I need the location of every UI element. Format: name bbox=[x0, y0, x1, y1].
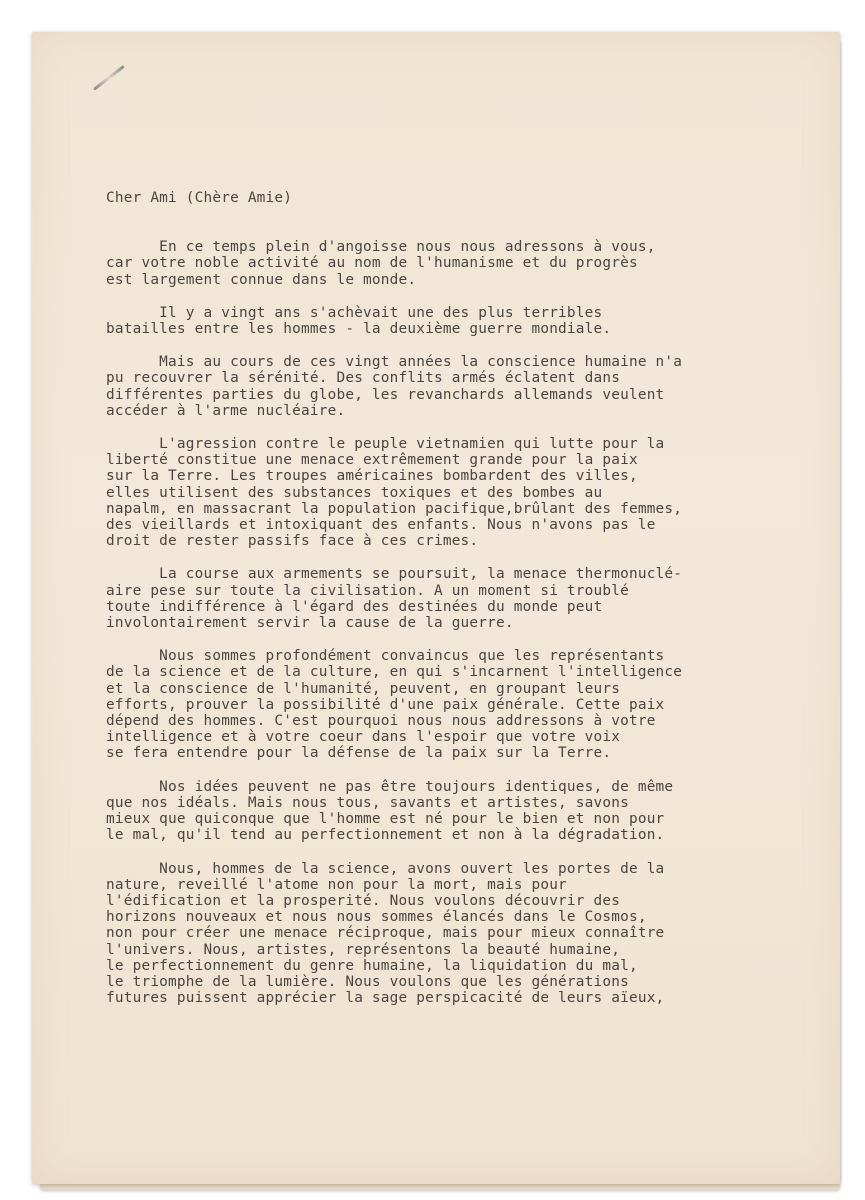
text-line: liberté constitue une menace extrêmement grande pour la paix bbox=[106, 452, 638, 469]
text-line: dépend des hommes. C'est pourquoi nous nous addressons à votre bbox=[106, 713, 656, 730]
paragraph-5 bbox=[106, 566, 766, 631]
text-line: et la conscience de l'humanité, peuvent, en groupant leurs bbox=[106, 680, 621, 697]
text-line: En ce temps plein d'angoisse nous nous adressons à vous, bbox=[106, 239, 656, 256]
letter-greeting: Cher Ami (Chère Amie) bbox=[106, 190, 293, 206]
text-line: involontairement servir la cause de la guerre. bbox=[106, 615, 514, 632]
text-line: différentes parties du globe, les revanchards allemands veulent bbox=[106, 386, 665, 403]
paragraph-4 bbox=[106, 436, 766, 549]
text-line: batailles entre les hommes - la deuxième guerre mondiale. bbox=[106, 321, 612, 338]
text-line: aire pese sur toute la civilisation. A un moment si troublé bbox=[106, 582, 629, 599]
text-line: le mal, qu'il tend au perfectionnement et non à la dégradation. bbox=[106, 827, 665, 844]
text-line: droit de rester passifs face à ces crimes. bbox=[106, 533, 479, 550]
text-line: futures puissent apprécier la sage perspicacité de leurs aïeux, bbox=[106, 990, 665, 1007]
text-line: intelligence et à votre coeur dans l'espoir que votre voix bbox=[106, 729, 621, 746]
text-line: sur la Terre. Les troupes américaines bombardent des villes, bbox=[106, 468, 638, 485]
text-line: Nous, hommes de la science, avons ouvert les portes de la bbox=[106, 860, 665, 877]
text-line: l'univers. Nous, artistes, représentons la beauté humaine, bbox=[106, 941, 621, 958]
text-line: Nous sommes profondément convaincus que les représentants bbox=[106, 648, 665, 665]
text-line: efforts, prouver la possibilité d'une paix générale. Cette paix bbox=[106, 696, 665, 713]
text-line: Il y a vingt ans s'achèvait une des plus terribles bbox=[106, 304, 603, 321]
text-line: horizons nouveaux et nous nous sommes élancés dans le Cosmos, bbox=[106, 909, 647, 926]
paragraph-3 bbox=[106, 354, 766, 419]
paragraph-8 bbox=[106, 861, 766, 1007]
text-line: car votre noble activité au nom de l'humanisme et du progrès bbox=[106, 255, 638, 272]
text-line: Nos idées peuvent ne pas être toujours identiques, de même bbox=[106, 778, 674, 795]
text-line: nature, reveillé l'atome non pour la mort, mais pour bbox=[106, 876, 567, 893]
letter-body bbox=[106, 190, 766, 1023]
text-line: se fera entendre pour la défense de la paix sur la Terre. bbox=[106, 745, 612, 762]
text-line: Mais au cours de ces vingt années la conscience humaine n'a bbox=[106, 354, 683, 371]
text-line: le perfectionnement du genre humaine, la liquidation du mal, bbox=[106, 957, 638, 974]
text-line: le triomphe de la lumière. Nous voulons que les générations bbox=[106, 973, 629, 990]
text-line: La course aux armements se poursuit, la menace thermonuclé- bbox=[106, 566, 683, 583]
paragraph-2 bbox=[106, 305, 766, 337]
text-line: L'agression contre le peuple vietnamien qui lutte pour la bbox=[106, 436, 665, 453]
text-line: de la science et de la culture, en qui s'incarnent l'intelligence bbox=[106, 664, 683, 681]
text-line: que nos idéals. Mais nous tous, savants et artistes, savons bbox=[106, 794, 629, 811]
text-line: mieux que quiconque que l'homme est né pour le bien et non pour bbox=[106, 811, 665, 828]
text-line: napalm, en massacrant la population pacifique,brûlant des femmes, bbox=[106, 500, 683, 517]
text-line: toute indifférence à l'égard des destinées du monde peut bbox=[106, 598, 603, 615]
text-line: pu recouvrer la sérénité. Des conflits armés éclatent dans bbox=[106, 370, 621, 387]
text-line: l'édification et la prosperité. Nous voulons découvrir des bbox=[106, 892, 621, 909]
paragraph-6 bbox=[106, 648, 766, 761]
text-line: elles utilisent des substances toxiques et des bombes au bbox=[106, 484, 603, 501]
text-line: non pour créer une menace réciproque, mais pour mieux connaître bbox=[106, 925, 665, 942]
text-line: accéder à l'arme nucléaire. bbox=[106, 402, 346, 419]
text-line: est largement connue dans le monde. bbox=[106, 271, 417, 288]
text-line: des vieillards et intoxiquant des enfants. Nous n'avons pas le bbox=[106, 517, 656, 534]
paragraph-1 bbox=[106, 239, 766, 288]
paragraph-7 bbox=[106, 779, 766, 844]
